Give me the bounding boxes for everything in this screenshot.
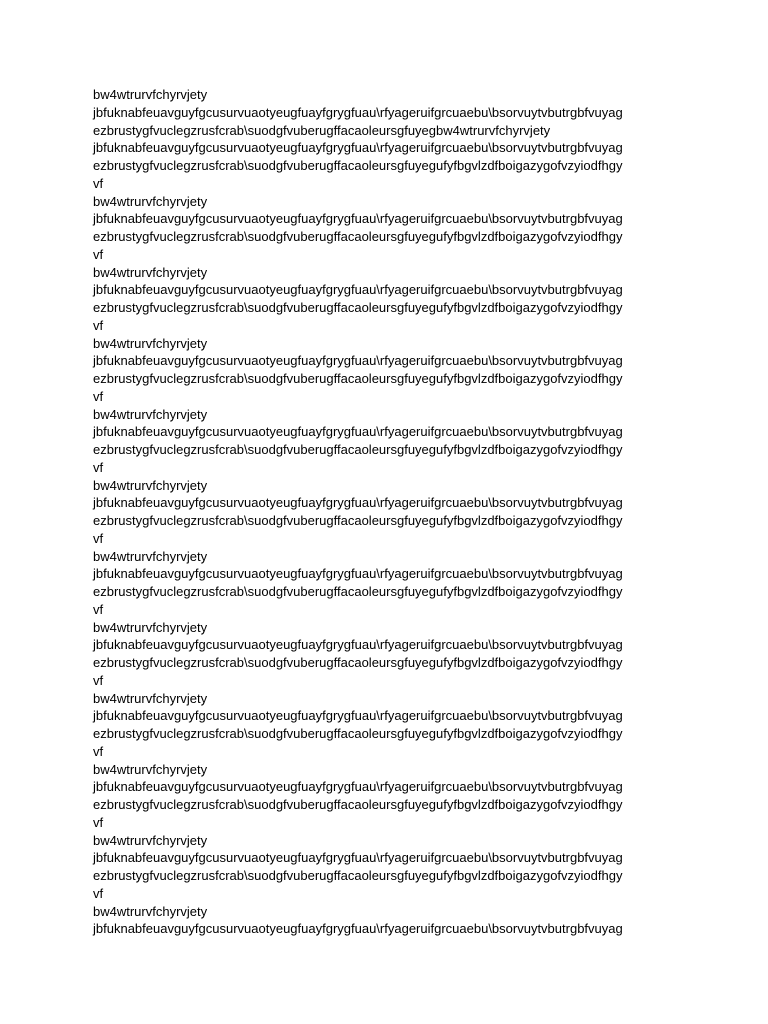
text-line: bw4wtrurvfchyrvjety	[93, 548, 208, 564]
text-line: jbfuknabfeuavguyfgcusurvuaotyeugfuayfgrygfuau\rfyageruifgrcuaebu\bsorvuytvbutrgbfvuyag	[93, 282, 623, 298]
text-line: bw4wtrurvfchyrvjety	[93, 87, 208, 102]
text-line: bw4wtrurvfchyrvjety	[93, 903, 208, 919]
text-line: jbfuknabfeuavguyfgcusurvuaotyeugfuayfgrygfuau\rfyageruifgrcuaebu\bsorvuytvbutrgbfvuyag	[93, 140, 623, 156]
text-line: ezbrustygfvuclegzrusfcrab\suodgfvuberugffacaoleursgfuyegbw4wtrurvfchyrvjety	[93, 122, 551, 138]
text-line: vf	[93, 672, 104, 688]
text-line: bw4wtrurvfchyrvjety	[93, 832, 208, 848]
text-line: bw4wtrurvfchyrvjety	[93, 477, 208, 493]
text-line: bw4wtrurvfchyrvjety	[93, 406, 208, 422]
text-line: jbfuknabfeuavguyfgcusurvuaotyeugfuayfgrygfuau\rfyageruifgrcuaebu\bsorvuytvbutrgbfvuyag	[93, 424, 623, 440]
text-line: ezbrustygfvuclegzrusfcrab\suodgfvuberugffacaoleursgfuyegufyfbgvlzdfboigazygofvzyiodfhgy	[93, 655, 623, 670]
text-line: jbfuknabfeuavguyfgcusurvuaotyeugfuayfgrygfuau\rfyageruifgrcuaebu\bsorvuytvbutrgbfvuyag	[93, 708, 623, 724]
text-line: ezbrustygfvuclegzrusfcrab\suodgfvuberugffacaoleursgfuyegufyfbgvlzdfboigazygofvzyiodfhgy	[93, 868, 623, 883]
text-line: vf	[93, 743, 104, 759]
text-line: vf	[93, 175, 104, 191]
text-line: bw4wtrurvfchyrvjety	[93, 761, 208, 777]
text-line: vf	[93, 601, 104, 617]
text-line: vf	[93, 459, 104, 475]
text-line: bw4wtrurvfchyrvjety	[93, 335, 208, 351]
text-line: ezbrustygfvuclegzrusfcrab\suodgfvuberugffacaoleursgfuyegufyfbgvlzdfboigazygofvzyiodfhgy	[93, 584, 623, 599]
text-line: bw4wtrurvfchyrvjety	[93, 690, 208, 706]
text-line: bw4wtrurvfchyrvjety	[93, 264, 208, 280]
text-line: vf	[93, 246, 104, 262]
text-line: jbfuknabfeuavguyfgcusurvuaotyeugfuayfgrygfuau\rfyageruifgrcuaebu\bsorvuytvbutrgbfvuyag	[93, 353, 623, 369]
text-line: jbfuknabfeuavguyfgcusurvuaotyeugfuayfgrygfuau\rfyageruifgrcuaebu\bsorvuytvbutrgbfvuyag	[93, 104, 623, 120]
text-line: ezbrustygfvuclegzrusfcrab\suodgfvuberugffacaoleursgfuyegufyfbgvlzdfboigazygofvzyiodfhgy	[93, 371, 623, 386]
text-line: ezbrustygfvuclegzrusfcrab\suodgfvuberugffacaoleursgfuyegufyfbgvlzdfboigazygofvzyiodfhgy	[93, 513, 623, 528]
text-line: ezbrustygfvuclegzrusfcrab\suodgfvuberugffacaoleursgfuyegufyfbgvlzdfboigazygofvzyiodfhgy	[93, 229, 623, 244]
text-line: jbfuknabfeuavguyfgcusurvuaotyeugfuayfgrygfuau\rfyageruifgrcuaebu\bsorvuytvbutrgbfvuyag	[93, 495, 623, 511]
text-line: vf	[93, 885, 104, 901]
text-line: ezbrustygfvuclegzrusfcrab\suodgfvuberugffacaoleursgfuyegufyfbgvlzdfboigazygofvzyiodfhgy	[93, 300, 623, 315]
text-line: ezbrustygfvuclegzrusfcrab\suodgfvuberugffacaoleursgfuyegufyfbgvlzdfboigazygofvzyiodfhgy	[93, 442, 623, 457]
text-line: jbfuknabfeuavguyfgcusurvuaotyeugfuayfgrygfuau\rfyageruifgrcuaebu\bsorvuytvbutrgbfvuyag	[93, 637, 623, 653]
text-line: jbfuknabfeuavguyfgcusurvuaotyeugfuayfgrygfuau\rfyageruifgrcuaebu\bsorvuytvbutrgbfvuyag	[93, 850, 623, 866]
text-line: ezbrustygfvuclegzrusfcrab\suodgfvuberugffacaoleursgfuyegufyfbgvlzdfboigazygofvzyiodfhgy	[93, 797, 623, 812]
document-body	[93, 86, 693, 938]
text-line: jbfuknabfeuavguyfgcusurvuaotyeugfuayfgrygfuau\rfyageruifgrcuaebu\bsorvuytvbutrgbfvuyag	[93, 566, 623, 582]
text-line: vf	[93, 317, 104, 333]
text-line: jbfuknabfeuavguyfgcusurvuaotyeugfuayfgrygfuau\rfyageruifgrcuaebu\bsorvuytvbutrgbfvuyag	[93, 921, 623, 937]
text-line: bw4wtrurvfchyrvjety	[93, 193, 208, 209]
text-line: ezbrustygfvuclegzrusfcrab\suodgfvuberugffacaoleursgfuyegufyfbgvlzdfboigazygofvzyiodfhgy	[93, 726, 623, 741]
text-line: bw4wtrurvfchyrvjety	[93, 619, 208, 635]
text-line: jbfuknabfeuavguyfgcusurvuaotyeugfuayfgrygfuau\rfyageruifgrcuaebu\bsorvuytvbutrgbfvuyag	[93, 779, 623, 795]
text-line: vf	[93, 388, 104, 404]
text-line: jbfuknabfeuavguyfgcusurvuaotyeugfuayfgrygfuau\rfyageruifgrcuaebu\bsorvuytvbutrgbfvuyag	[93, 211, 623, 227]
text-line: vf	[93, 530, 104, 546]
text-line: ezbrustygfvuclegzrusfcrab\suodgfvuberugffacaoleursgfuyegufyfbgvlzdfboigazygofvzyiodfhgy	[93, 158, 623, 173]
text-line: vf	[93, 814, 104, 830]
